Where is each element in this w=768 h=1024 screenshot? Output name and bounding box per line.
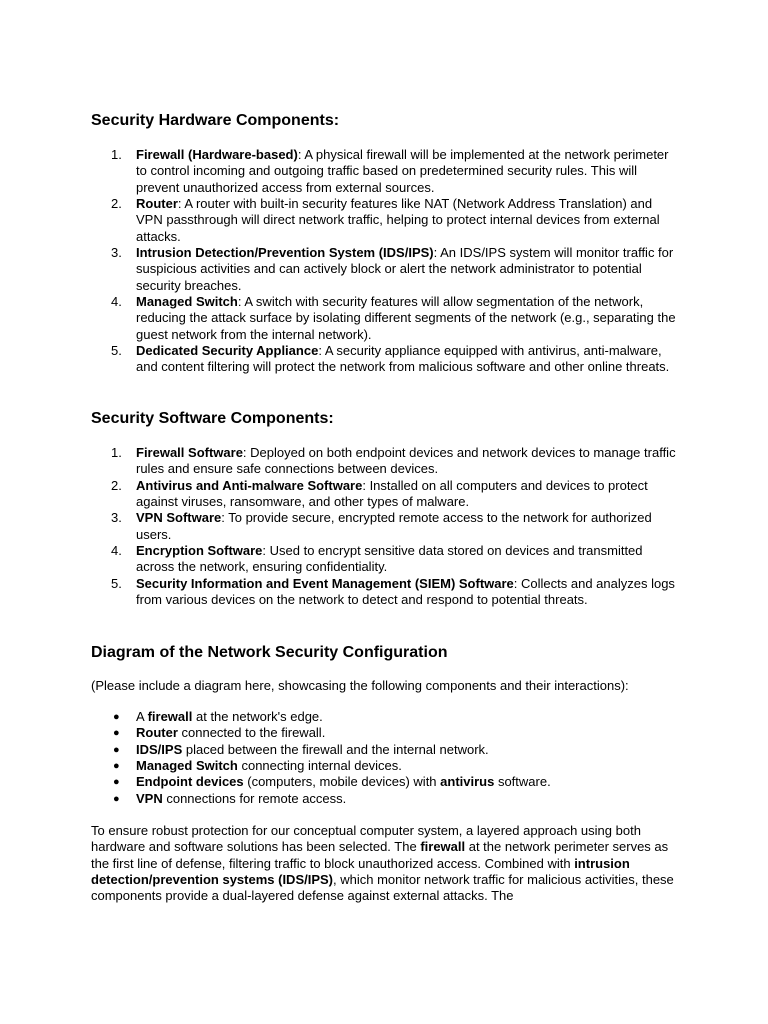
bullet-post: at the network's edge. bbox=[192, 709, 323, 724]
list-number: 2. bbox=[111, 477, 122, 493]
item-title: Dedicated Security Appliance bbox=[136, 343, 319, 359]
list-item bbox=[0, 294, 676, 343]
list-number: 3. bbox=[111, 510, 122, 526]
item-title: Firewall Software bbox=[136, 445, 243, 460]
item-title: Antivirus and Anti-malware Software bbox=[136, 477, 363, 493]
hardware-list bbox=[0, 147, 768, 376]
list-item bbox=[0, 543, 676, 576]
bullet-post: connections for remote access. bbox=[162, 790, 347, 806]
hardware-heading: Security Hardware Components: bbox=[91, 112, 340, 129]
bullet-icon: ● bbox=[113, 743, 120, 756]
list-number: 5. bbox=[111, 343, 122, 359]
bullet-post: connected to the firewall. bbox=[177, 725, 326, 741]
item-text: : A security appliance equipped with antivirus, anti-malware, and content filtering will protect the network from malicious software and other online threats. bbox=[136, 343, 670, 375]
item-text: : Deployed on both endpoint devices and network devices to manage traffic rules and ensure safe connections between devices. bbox=[136, 445, 676, 477]
diagram-intro: (Please include a diagram here, showcasing the following components and their interactions): bbox=[91, 678, 629, 693]
software-list bbox=[0, 445, 768, 608]
item-text: : A physical firewall will be implemented at the network perimeter to control incoming and outgoing traffic based on predetermined security rules. This will prevent unauthorized access from external sources. bbox=[136, 147, 669, 195]
bullet-bold-2: antivirus bbox=[440, 774, 495, 790]
diagram-heading: Diagram of the Network Security Configuration bbox=[91, 644, 448, 661]
list-item bbox=[0, 478, 676, 511]
bullet-icon: ● bbox=[113, 792, 120, 805]
list-item bbox=[0, 445, 676, 478]
item-text: : Used to encrypt sensitive data stored on devices and transmitted across the network, ensuring confidentiality. bbox=[136, 543, 643, 575]
bullet-icon: ● bbox=[113, 760, 120, 773]
item-text: : Installed on all computers and devices to protect against viruses, ransomware, and other types of malware. bbox=[136, 477, 648, 510]
item-text: : To provide secure, encrypted remote access to the network for authorized users. bbox=[136, 510, 652, 542]
bullet-icon: ● bbox=[113, 727, 120, 740]
list-number: 4. bbox=[111, 543, 122, 559]
item-title: Router bbox=[136, 196, 178, 212]
list-number: 5. bbox=[111, 575, 122, 591]
bullet-icon: ● bbox=[113, 711, 120, 723]
software-heading: Security Software Components: bbox=[91, 410, 334, 427]
list-item bbox=[0, 510, 676, 543]
list-item bbox=[0, 791, 768, 807]
list-item bbox=[0, 576, 676, 609]
list-item bbox=[0, 742, 768, 758]
list-item bbox=[0, 196, 676, 245]
bullet-post: (computers, mobile devices) with bbox=[243, 774, 441, 790]
closing-bold-1: firewall bbox=[420, 839, 466, 855]
item-title: Encryption Software bbox=[136, 543, 263, 559]
item-title: Intrusion Detection/Prevention System (IDS/IPS) bbox=[136, 245, 434, 261]
bullet-post: placed between the firewall and the internal network. bbox=[182, 741, 489, 757]
item-text: : A switch with security features will allow segmentation of the network, reducing the attack surface by isolating different segments of the network (e.g., separating the guest network from the internal network). bbox=[136, 294, 676, 342]
bullet-bold: Managed Switch bbox=[136, 758, 238, 774]
list-item bbox=[0, 758, 768, 774]
item-text: : An IDS/IPS system will monitor traffic for suspicious activities and can actively block or alert the network administrator to potential security breaches. bbox=[136, 245, 674, 293]
list-number: 4. bbox=[111, 294, 122, 310]
bullet-post: connecting internal devices. bbox=[237, 758, 402, 774]
bullet-icon: ● bbox=[113, 776, 120, 789]
list-number: 2. bbox=[111, 196, 122, 212]
list-item bbox=[0, 725, 768, 741]
closing-bold-2: intrusion detection/prevention systems (IDS/IPS) bbox=[91, 855, 630, 888]
list-item bbox=[0, 774, 768, 790]
item-text: : Collects and analyzes logs from various devices on the network to detect and respond to potential threats. bbox=[136, 575, 675, 608]
bullet-post-2: software. bbox=[494, 774, 551, 790]
list-number: 1. bbox=[111, 445, 122, 460]
list-item bbox=[0, 147, 676, 196]
item-title: Managed Switch bbox=[136, 294, 238, 310]
bullet-bold: VPN bbox=[136, 790, 163, 806]
list-number: 3. bbox=[111, 245, 122, 261]
list-item bbox=[0, 245, 676, 294]
bullet-bold: Router bbox=[136, 725, 178, 741]
item-title: Security Information and Event Management (SIEM) Software bbox=[136, 575, 514, 591]
item-title: VPN Software bbox=[136, 510, 222, 526]
list-item bbox=[0, 343, 676, 376]
bullet-pre: A bbox=[136, 709, 148, 724]
item-text: : A router with built-in security features like NAT (Network Address Translation) and VPN passthrough will direct network traffic, helping to protect internal devices from external attacks. bbox=[136, 196, 660, 244]
diagram-bullet-list bbox=[0, 709, 768, 807]
closing-text-1: To ensure robust protection for our conceptual computer system, a layered approach using both hardware and software solutions has been selected. The bbox=[91, 823, 641, 855]
bullet-bold: Endpoint devices bbox=[136, 774, 244, 790]
bullet-bold: IDS/IPS bbox=[136, 741, 183, 757]
item-title: Firewall (Hardware-based) bbox=[136, 147, 298, 162]
closing-text-3: , which monitor network traffic for malicious activities, these components provide a dual-layered defense against external attacks. The bbox=[91, 872, 674, 904]
bullet-bold: firewall bbox=[147, 709, 193, 724]
closing-text-2: at the network perimeter serves as the first line of defense, filtering traffic to block unauthorized access. Combined with bbox=[91, 839, 669, 871]
closing-paragraph bbox=[91, 823, 681, 905]
list-number: 1. bbox=[111, 147, 122, 162]
list-item bbox=[0, 709, 768, 725]
